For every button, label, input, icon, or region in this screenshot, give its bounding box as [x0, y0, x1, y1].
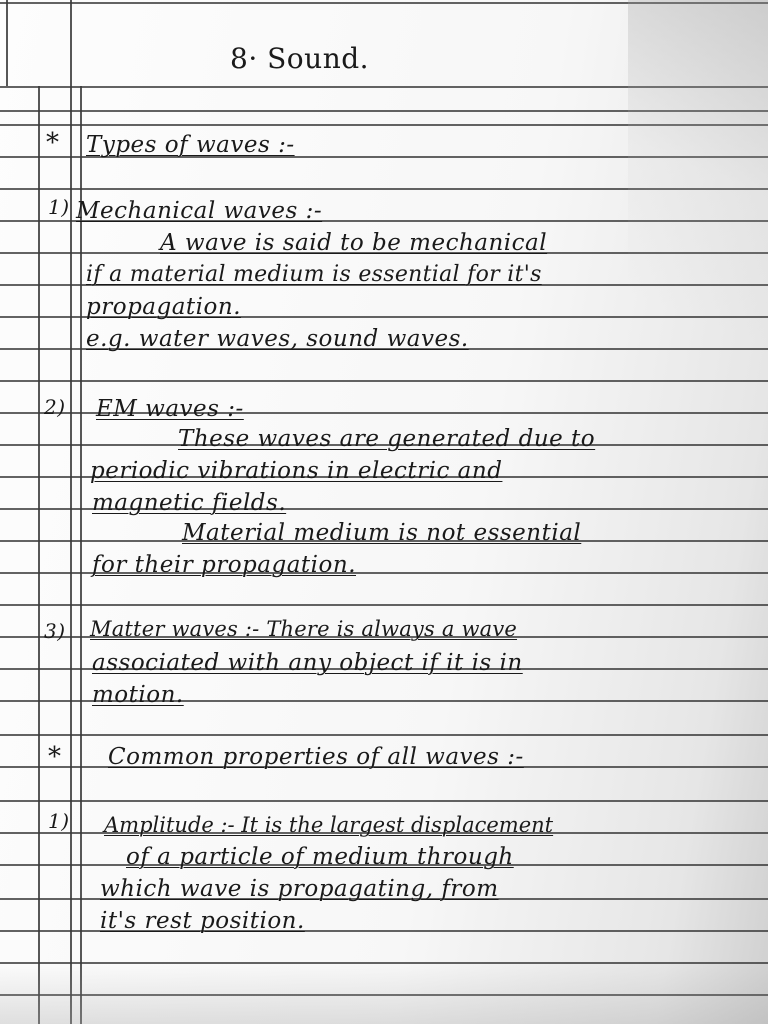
text-line: it's rest position. [100, 908, 305, 934]
text-line: A wave is said to be mechanical [160, 230, 548, 256]
text-line: propagation. [86, 294, 242, 320]
item-heading-mechanical-waves: Mechanical waves :- [76, 198, 323, 224]
section-heading-common-properties: Common properties of all waves :- [108, 744, 524, 770]
text-line: Material medium is not essential [182, 520, 582, 546]
page-title: 8· Sound. [230, 42, 370, 75]
item-heading-em-waves: EM waves :- [96, 396, 244, 422]
item-heading-matter-waves: Matter waves :- There is always a wave [90, 617, 518, 641]
text-line: e.g. water waves, sound waves. [86, 326, 469, 352]
text-line: which wave is propagating, from [100, 876, 499, 902]
text-line: associated with any object if it is in [92, 650, 523, 676]
item-number: 2) [44, 395, 66, 419]
text-line: periodic vibrations in electric and [90, 458, 503, 484]
text-line: of a particle of medium through [126, 844, 514, 870]
item-number: 3) [44, 619, 66, 643]
text-line: These waves are generated due to [178, 426, 596, 452]
section-bullet: * [46, 128, 60, 158]
text-line: for their propagation. [92, 552, 356, 578]
item-number: 1) [48, 809, 70, 833]
item-heading-amplitude: Amplitude :- It is the largest displacement [104, 813, 554, 837]
text-line: if a material medium is essential for it's [86, 262, 542, 287]
section-bullet: * [48, 742, 62, 772]
text-line: motion. [92, 682, 184, 708]
section-heading-types-of-waves: Types of waves :- [86, 132, 295, 158]
item-number: 1) [48, 195, 70, 219]
text-line: magnetic fields. [92, 490, 287, 516]
